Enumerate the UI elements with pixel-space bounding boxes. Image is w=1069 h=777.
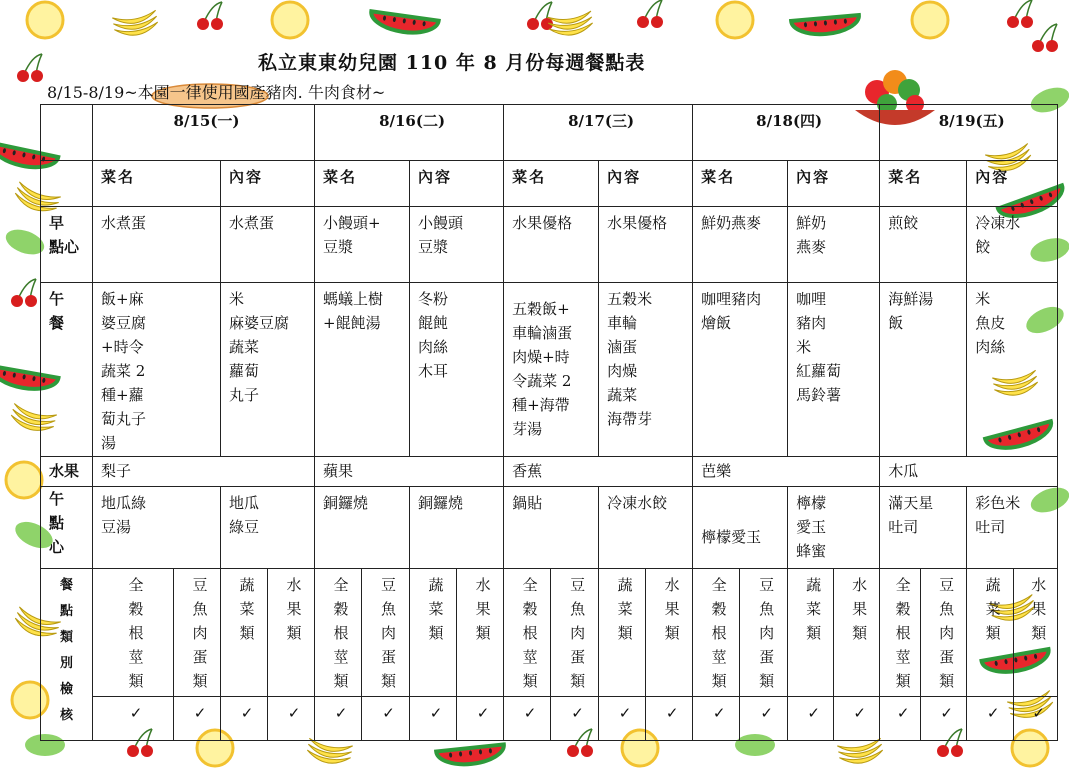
lunch-dish: 飯+麻 婆豆腐 +時令 蔬菜 2 種+蘿 蔔丸子 湯	[93, 283, 221, 457]
lemon-slice-icon	[272, 2, 308, 38]
watermelon-icon	[791, 15, 860, 37]
date-header-2: 8/16(二)	[315, 105, 504, 161]
fruit-value: 芭樂	[693, 457, 880, 487]
check-vegetable: ✓	[599, 697, 646, 741]
check-grain: ✓	[93, 697, 174, 741]
breakfast-dish: 煎餃	[880, 207, 967, 283]
snack-dish: 銅鑼燒	[315, 487, 410, 569]
content-header: 內容	[410, 161, 504, 207]
category-vegetable: 蔬 菜 類	[788, 569, 834, 697]
snack-content: 彩色米 吐司	[967, 487, 1058, 569]
breakfast-content: 冷凍水 餃	[967, 207, 1058, 283]
breakfast-content: 小饅頭 豆漿	[410, 207, 504, 283]
snack-content: 檸檬 愛玉 蜂蜜	[788, 487, 880, 569]
weekly-menu-table	[40, 104, 1058, 741]
check-grain: ✓	[880, 697, 921, 741]
category-fruit: 水 果 類	[1014, 569, 1058, 697]
lunch-dish: 咖哩豬肉 燴飯	[693, 283, 788, 457]
fruit-value: 蘋果	[315, 457, 504, 487]
fruit-label: 水果	[41, 457, 93, 487]
breakfast-dish: 水果優格	[504, 207, 599, 283]
dish-name-header: 菜名	[693, 161, 788, 207]
category-grain: 全 穀 根 莖 類	[93, 569, 174, 697]
check-fruit: ✓	[646, 697, 693, 741]
category-grain: 全 穀 根 莖 類	[693, 569, 740, 697]
menu-note: 8/15-8/19~本園一律使用國產豬肉. 牛肉食材~	[47, 83, 386, 102]
category-protein: 豆 魚 肉 蛋 類	[551, 569, 599, 697]
snack-content: 地瓜 綠豆	[221, 487, 315, 569]
category-protein: 豆 魚 肉 蛋 類	[740, 569, 788, 697]
dish-name-header: 菜名	[880, 161, 967, 207]
snack-content: 銅鑼燒	[410, 487, 504, 569]
check-fruit: ✓	[457, 697, 504, 741]
lunch-dish: 海鮮湯 飯	[880, 283, 967, 457]
snack-dish: 鍋貼	[504, 487, 599, 569]
lunch-label: 午 餐	[41, 283, 93, 457]
category-fruit: 水 果 類	[646, 569, 693, 697]
check-grain: ✓	[315, 697, 362, 741]
watermelon-icon	[436, 744, 505, 767]
content-header: 內容	[967, 161, 1058, 207]
cherry-icon	[1032, 24, 1058, 52]
cherry-icon	[637, 0, 663, 28]
check-fruit: ✓	[1014, 697, 1058, 741]
category-protein: 豆 魚 肉 蛋 類	[174, 569, 221, 697]
date-header-5: 8/19(五)	[880, 105, 1058, 161]
dish-name-header: 菜名	[93, 161, 221, 207]
page-title: 私立東東幼兒園 110 年 8 月份每週餐點表	[258, 52, 646, 74]
banana-icon	[547, 11, 593, 38]
lunch-content: 米 麻婆豆腐 蔬菜 蘿蔔 丸子	[221, 283, 315, 457]
lemon-slice-icon	[27, 2, 63, 38]
lunch-content: 咖哩 豬肉 米 紅蘿蔔 馬鈴薯	[788, 283, 880, 457]
lunch-content: 五穀米 車輪 滷蛋 肉燥 蔬菜 海帶芽	[599, 283, 693, 457]
content-header: 內容	[599, 161, 693, 207]
category-vegetable: 蔬 菜 類	[599, 569, 646, 697]
cherry-icon	[17, 54, 43, 82]
lemon-slice-icon	[6, 462, 42, 498]
watermelon-icon	[369, 11, 439, 36]
check-grain: ✓	[504, 697, 551, 741]
content-header: 內容	[788, 161, 880, 207]
snack-dish: 滿天星 吐司	[880, 487, 967, 569]
lunch-content: 冬粉 餛飩 肉絲 木耳	[410, 283, 504, 457]
checklist-label: 餐 點 類 別 檢 核	[41, 569, 93, 741]
check-protein: ✓	[174, 697, 221, 741]
check-protein: ✓	[362, 697, 410, 741]
check-protein: ✓	[921, 697, 967, 741]
lemon-slice-icon	[912, 2, 948, 38]
check-grain: ✓	[693, 697, 740, 741]
date-header-1: 8/15(一)	[93, 105, 315, 161]
snack-label: 午 點 心	[41, 487, 93, 569]
lunch-content: 米 魚皮 肉絲	[967, 283, 1058, 457]
snack-dish: 地瓜綠 豆湯	[93, 487, 221, 569]
content-header: 內容	[221, 161, 315, 207]
check-protein: ✓	[551, 697, 599, 741]
breakfast-dish: 水煮蛋	[93, 207, 221, 283]
check-vegetable: ✓	[967, 697, 1014, 741]
breakfast-label: 早 點心	[41, 207, 93, 283]
dish-name-header: 菜名	[315, 161, 410, 207]
breakfast-dish: 鮮奶燕麥	[693, 207, 788, 283]
category-fruit: 水 果 類	[457, 569, 504, 697]
breakfast-content: 鮮奶 燕麥	[788, 207, 880, 283]
breakfast-content: 水煮蛋	[221, 207, 315, 283]
category-vegetable: 蔬 菜 類	[967, 569, 1014, 697]
banana-icon	[112, 10, 159, 38]
banana-icon	[837, 738, 884, 766]
snack-content: 冷凍水餃	[599, 487, 693, 569]
lunch-dish: 螞蟻上樹 +餛飩湯	[315, 283, 410, 457]
category-protein: 豆 魚 肉 蛋 類	[921, 569, 967, 697]
category-vegetable: 蔬 菜 類	[221, 569, 268, 697]
corner-cell-2	[41, 161, 93, 207]
cherry-icon	[1007, 0, 1033, 28]
fruit-value: 梨子	[93, 457, 315, 487]
cherry-icon	[11, 279, 37, 307]
date-header-4: 8/18(四)	[693, 105, 880, 161]
fruit-value: 木瓜	[880, 457, 1058, 487]
fruit-value: 香蕉	[504, 457, 693, 487]
dish-name-header: 菜名	[504, 161, 599, 207]
date-header-3: 8/17(三)	[504, 105, 693, 161]
corner-cell	[41, 105, 93, 161]
lemon-slice-icon	[717, 2, 753, 38]
category-fruit: 水 果 類	[268, 569, 315, 697]
check-fruit: ✓	[268, 697, 315, 741]
breakfast-dish: 小饅頭+ 豆漿	[315, 207, 410, 283]
check-vegetable: ✓	[221, 697, 268, 741]
cherry-icon	[527, 2, 553, 30]
cherry-icon	[197, 2, 223, 30]
check-vegetable: ✓	[410, 697, 457, 741]
snack-dish: 檸檬愛玉	[693, 487, 788, 569]
check-vegetable: ✓	[788, 697, 834, 741]
lunch-dish: 五穀飯+ 車輪滷蛋 肉燥+時 令蔬菜 2 種+海帶 芽湯	[504, 283, 599, 457]
breakfast-content: 水果優格	[599, 207, 693, 283]
category-protein: 豆 魚 肉 蛋 類	[362, 569, 410, 697]
category-grain: 全 穀 根 莖 類	[880, 569, 921, 697]
category-grain: 全 穀 根 莖 類	[315, 569, 362, 697]
category-vegetable: 蔬 菜 類	[410, 569, 457, 697]
category-fruit: 水 果 類	[834, 569, 880, 697]
category-grain: 全 穀 根 莖 類	[504, 569, 551, 697]
check-protein: ✓	[740, 697, 788, 741]
check-fruit: ✓	[834, 697, 880, 741]
banana-icon	[306, 738, 353, 766]
